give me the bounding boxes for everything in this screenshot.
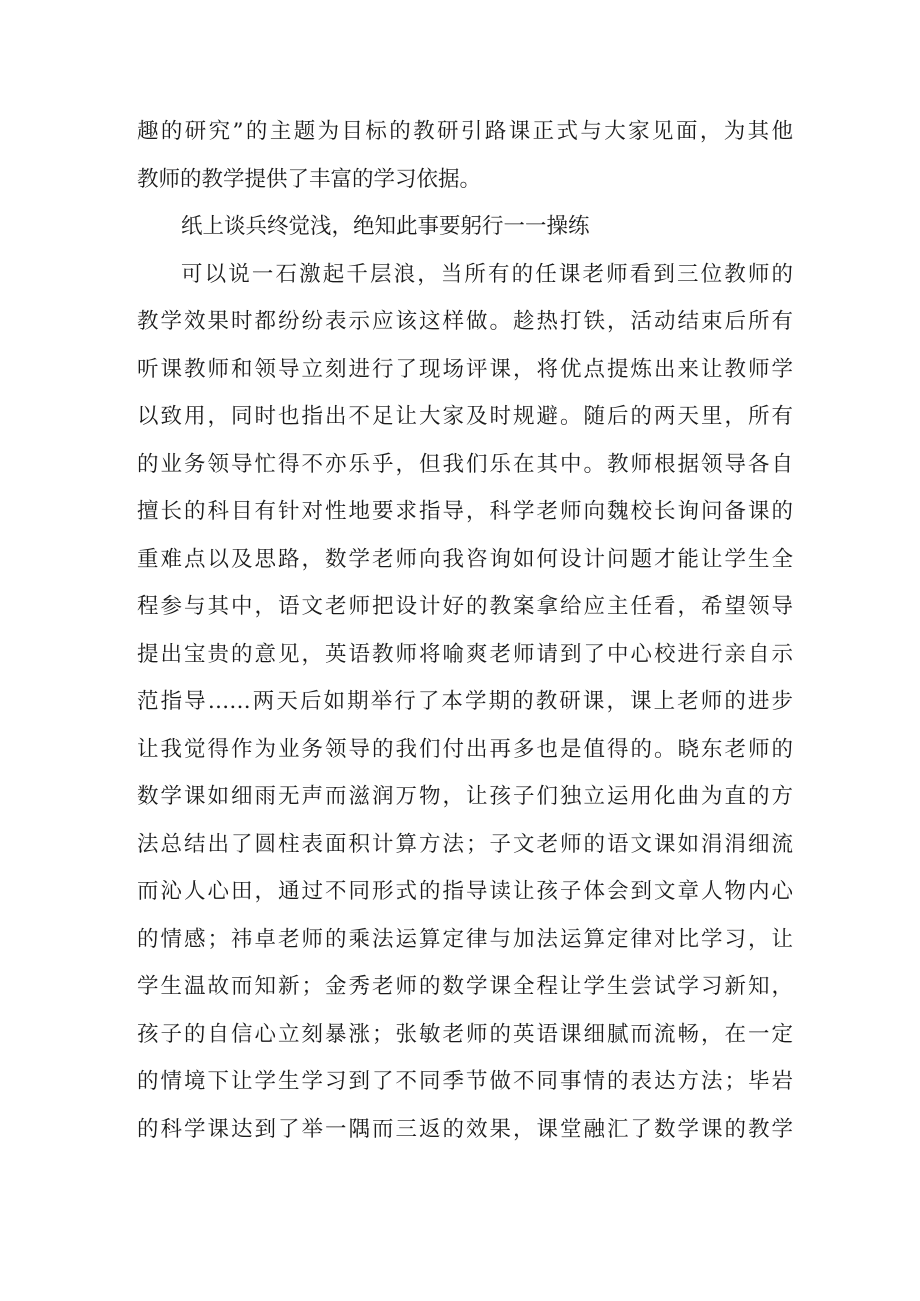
text-line: 听课教师和领导立刻进行了现场评课，将优点提炼出来让教师学 <box>137 356 793 382</box>
text-line: 的情境下让学生学习到了不同季节做不同事情的表达方法；毕岩 <box>137 1069 793 1094</box>
text-line: 范指导……两天后如期举行了本学期的教研课，课上老师的进步 <box>137 689 793 714</box>
text-line: 趣的研究”的主题为目标的教研引路课正式与大家见面，为其他 <box>137 119 793 144</box>
section-heading: 纸上谈兵终觉浅，绝知此事要躬行一一操练 <box>181 214 590 239</box>
text-line: 孩子的自信心立刻暴涨；张敏老师的英语课细腻而流畅，在一定 <box>137 1021 793 1047</box>
text-line: 的业务领导忙得不亦乐乎，但我们乐在其中。教师根据领导各自 <box>137 451 793 477</box>
text-line: 擅长的科目有针对性地要求指导，科学老师向魏校长询问备课的 <box>137 499 793 524</box>
text-line: 教师的教学提供了丰富的学习依据。 <box>137 166 482 192</box>
text-line: 让我觉得作为业务领导的我们付出再多也是值得的。晓东老师的 <box>137 736 793 762</box>
text-line: 重难点以及思路，数学老师向我咨询如何设计问题才能让学生全 <box>137 546 793 572</box>
text-line: 提出宝贵的意见，英语教师将喻爽老师请到了中心校进行亲自示 <box>137 641 793 667</box>
text-line: 的情感；祎卓老师的乘法运算定律与加法运算定律对比学习，让 <box>137 926 793 952</box>
body-text <box>137 108 793 1153</box>
text-line: 程参与其中，语文老师把设计好的教案拿给应主任看，希望领导 <box>137 594 793 619</box>
text-line: 以致用，同时也指出不足让大家及时规避。随后的两天里，所有 <box>137 404 793 429</box>
text-line: 学生温故而知新；金秀老师的数学课全程让学生尝试学习新知， <box>137 974 793 999</box>
text-line: 的科学课达到了举一隅而三返的效果，课堂融汇了数学课的教学 <box>137 1116 793 1142</box>
text-line: 教学效果时都纷纷表示应该这样做。趁热打铁，活动结束后所有 <box>137 309 793 334</box>
text-line: 法总结出了圆柱表面积计算方法；子文老师的语文课如涓涓细流 <box>137 831 793 857</box>
text-line: 而沁人心田，通过不同形式的指导读让孩子体会到文章人物内心 <box>137 879 793 904</box>
text-line: 数学课如细雨无声而滋润万物，让孩子们独立运用化曲为直的方 <box>137 784 793 809</box>
paragraph-first-line: 可以说一石激起千层浪，当所有的任课老师看到三位教师的 <box>181 261 793 287</box>
